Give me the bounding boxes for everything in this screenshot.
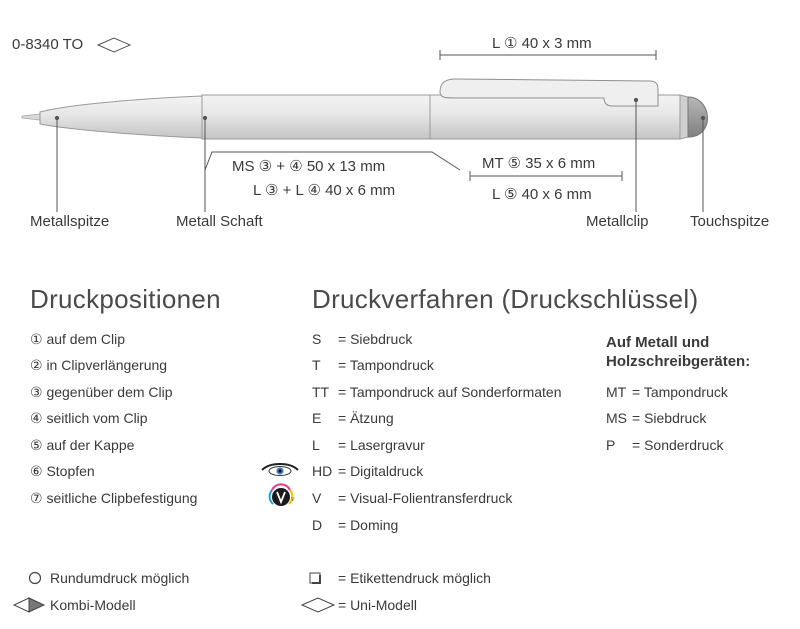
list-item <box>312 517 398 533</box>
dim-cap-l-label: L ⑤ 40 x 6 mm <box>492 186 592 203</box>
method-label: = Lasergravur <box>338 437 425 453</box>
visual-v-icon <box>270 484 295 506</box>
eye-icon <box>262 464 298 476</box>
dim-shaft-ms-label: MS ③ + ④ 50 x 13 mm <box>232 158 386 175</box>
label-metallclip: Metallclip <box>586 213 649 230</box>
method-label: = Tampondruck <box>338 357 434 373</box>
uni-model-diamond-icon <box>98 38 130 52</box>
legend-etikett-label: = Etikettendruck möglich <box>338 570 491 586</box>
legend-kombi-label: Kombi-Modell <box>50 597 136 613</box>
metal-wood-title-line1: Auf Metall und <box>606 334 710 351</box>
list-item: ② in Clipverlängerung <box>30 357 168 373</box>
list-item <box>312 437 425 453</box>
legend-uni-label: = Uni-Modell <box>338 597 417 613</box>
list-item <box>606 410 706 426</box>
list-item <box>312 357 434 373</box>
method-code: E <box>312 410 322 426</box>
method-label: = Visual-Folientransferdruck <box>338 490 513 506</box>
method-label: = Tampondruck auf Sonderformaten <box>338 384 562 400</box>
method-code: S <box>312 331 322 347</box>
uni-diamond-icon <box>302 598 334 612</box>
dim-shaft-l-label: L ③ + L ④ 40 x 6 mm <box>253 182 396 199</box>
print-methods-title: Druckverfahren (Druckschlüssel) <box>312 284 699 314</box>
print-positions-title: Druckpositionen <box>30 284 221 314</box>
kombi-diamond-icon <box>14 598 29 612</box>
method-label: = Siebdruck <box>632 410 707 426</box>
method-code: MT <box>606 384 627 400</box>
kombi-diamond-filled-icon <box>29 598 44 612</box>
list-item <box>312 490 512 506</box>
label-metall-schaft: Metall Schaft <box>176 213 263 230</box>
method-code: HD <box>312 463 333 479</box>
metal-wood-title-line2: Holzschreibgeräten: <box>606 353 751 370</box>
method-label: = Doming <box>338 517 399 533</box>
list-item: ③ gegenüber dem Clip <box>30 384 173 400</box>
pen-refill-tip <box>22 114 40 120</box>
dim-clip-label: L ① 40 x 3 mm <box>492 35 592 52</box>
dim-cap-mt-label: MT ⑤ 35 x 6 mm <box>482 155 596 172</box>
label-metallspitze: Metallspitze <box>30 213 110 230</box>
method-label: = Digitaldruck <box>338 463 424 479</box>
list-item: ① auf dem Clip <box>30 331 126 347</box>
list-item: ⑥ Stopfen <box>30 463 95 479</box>
product-code: 0-8340 TO <box>12 36 84 53</box>
method-code: MS <box>606 410 627 426</box>
list-item <box>312 410 394 426</box>
list-item <box>312 331 412 347</box>
method-label: = Siebdruck <box>338 331 413 347</box>
method-code: D <box>312 517 323 533</box>
list-item: ⑤ auf der Kappe <box>30 437 135 453</box>
list-item: ⑦ seitliche Clipbefestigung <box>30 490 198 506</box>
list-item <box>312 384 562 400</box>
list-item: ④ seitlich vom Clip <box>30 410 148 426</box>
method-code: L <box>312 437 320 453</box>
rundum-circle-icon <box>30 573 41 584</box>
method-code: T <box>312 357 321 373</box>
method-code: P <box>606 437 616 453</box>
pen-shaft <box>202 95 430 139</box>
list-item <box>606 384 728 400</box>
dim-cap-line <box>470 171 622 181</box>
legend-rundum-label: Rundumdruck möglich <box>50 570 190 586</box>
method-code: TT <box>312 384 330 400</box>
list-item <box>312 463 423 479</box>
list-item <box>606 437 723 453</box>
method-label: = Sonderdruck <box>632 437 724 453</box>
pen-cap-end <box>680 95 688 139</box>
etikett-square-icon <box>310 573 320 583</box>
method-label: = Ätzung <box>338 410 394 426</box>
svg-text:V: V <box>291 497 295 503</box>
method-code: V <box>312 490 322 506</box>
label-touchspitze: Touchspitze <box>690 213 770 230</box>
method-label: = Tampondruck <box>632 384 728 400</box>
pen-metal-tip <box>40 96 202 138</box>
